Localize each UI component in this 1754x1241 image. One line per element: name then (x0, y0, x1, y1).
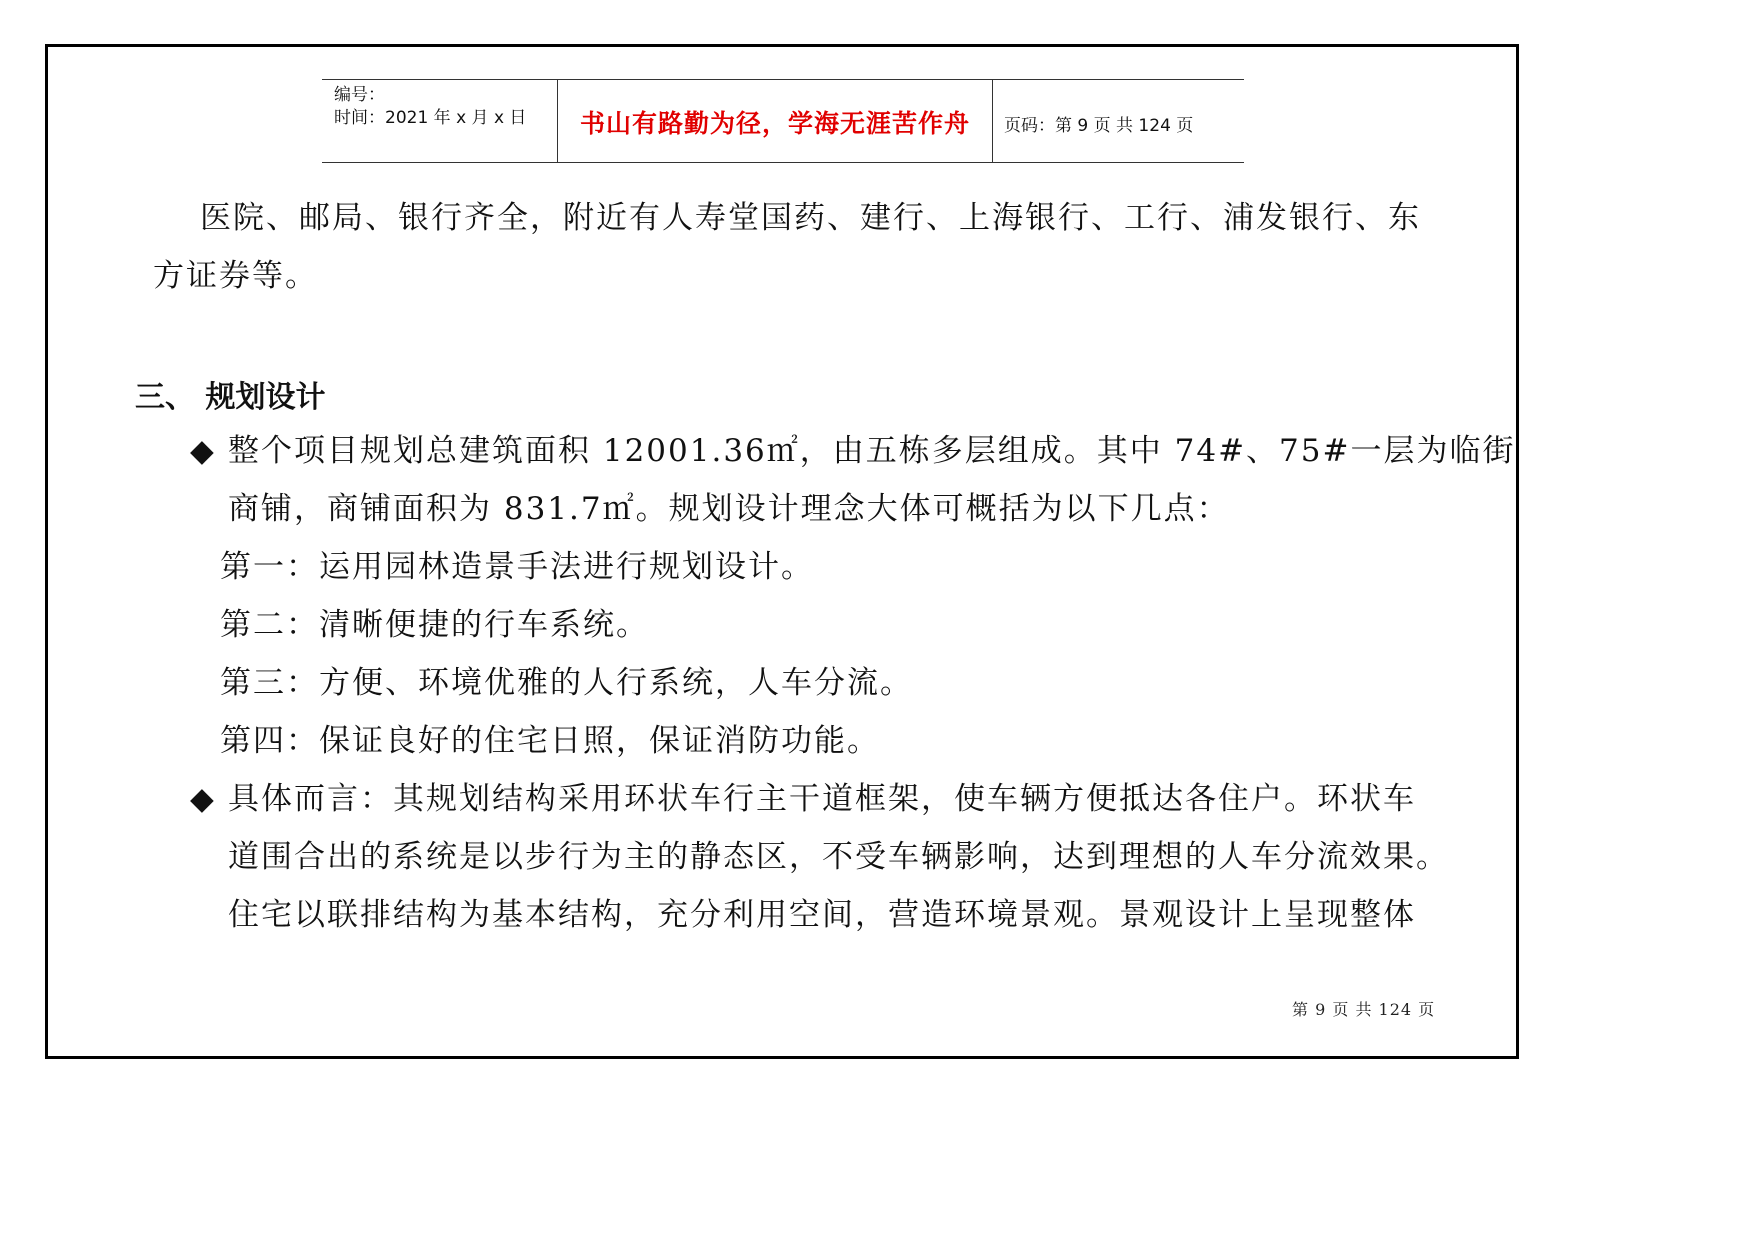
header-motto: 书山有路勤为径，学海无涯苦作舟 (579, 109, 970, 138)
bullet-text-line: 住宅以联排结构为基本结构，充分利用空间，营造环境景观。景观设计上呈现整体 (228, 897, 1416, 933)
design-point: 第四：保证良好的住宅日照，保证消防功能。 (220, 723, 880, 759)
bullet-text-line: 具体而言：其规划结构采用环状车行主干道框架，使车辆方便抵达各住户。环状车 (228, 781, 1416, 817)
bullet-icon: ◆ (190, 781, 214, 817)
intro-line: 医院、邮局、银行齐全，附近有人寿堂国药、建行、上海银行、工行、浦发银行、东 (200, 200, 1421, 236)
bullet-text-line: 商铺，商铺面积为 831.7㎡。规划设计理念大体可概括为以下几点： (228, 491, 1230, 527)
section-heading: 三、 规划设计 (135, 380, 326, 415)
bullet-text-line: 整个项目规划总建筑面积 12001.36㎡，由五栋多层组成。其中 74#、75#一层为临街 (228, 433, 1516, 469)
document-date-label: 时间：2021 年 x 月 x 日 (334, 108, 527, 128)
design-point: 第一：运用园林造景手法进行规划设计。 (220, 549, 814, 585)
bullet-text-line: 道围合出的系统是以步行为主的静态区，不受车辆影响，达到理想的人车分流效果。 (228, 839, 1449, 875)
header-table (322, 79, 1244, 163)
header-page-label: 页码：第 9 页 共 124 页 (1004, 116, 1194, 136)
header-divider (992, 80, 993, 162)
design-point: 第三：方便、环境优雅的人行系统，人车分流。 (220, 665, 913, 701)
header-info (334, 84, 526, 130)
intro-line: 方证券等。 (153, 258, 318, 294)
bullet-icon: ◆ (190, 433, 214, 469)
design-point: 第二：清晰便捷的行车系统。 (220, 607, 649, 643)
document-number-label: 编号： (334, 85, 385, 105)
footer-page-number: 第 9 页 共 124 页 (1292, 1000, 1436, 1019)
